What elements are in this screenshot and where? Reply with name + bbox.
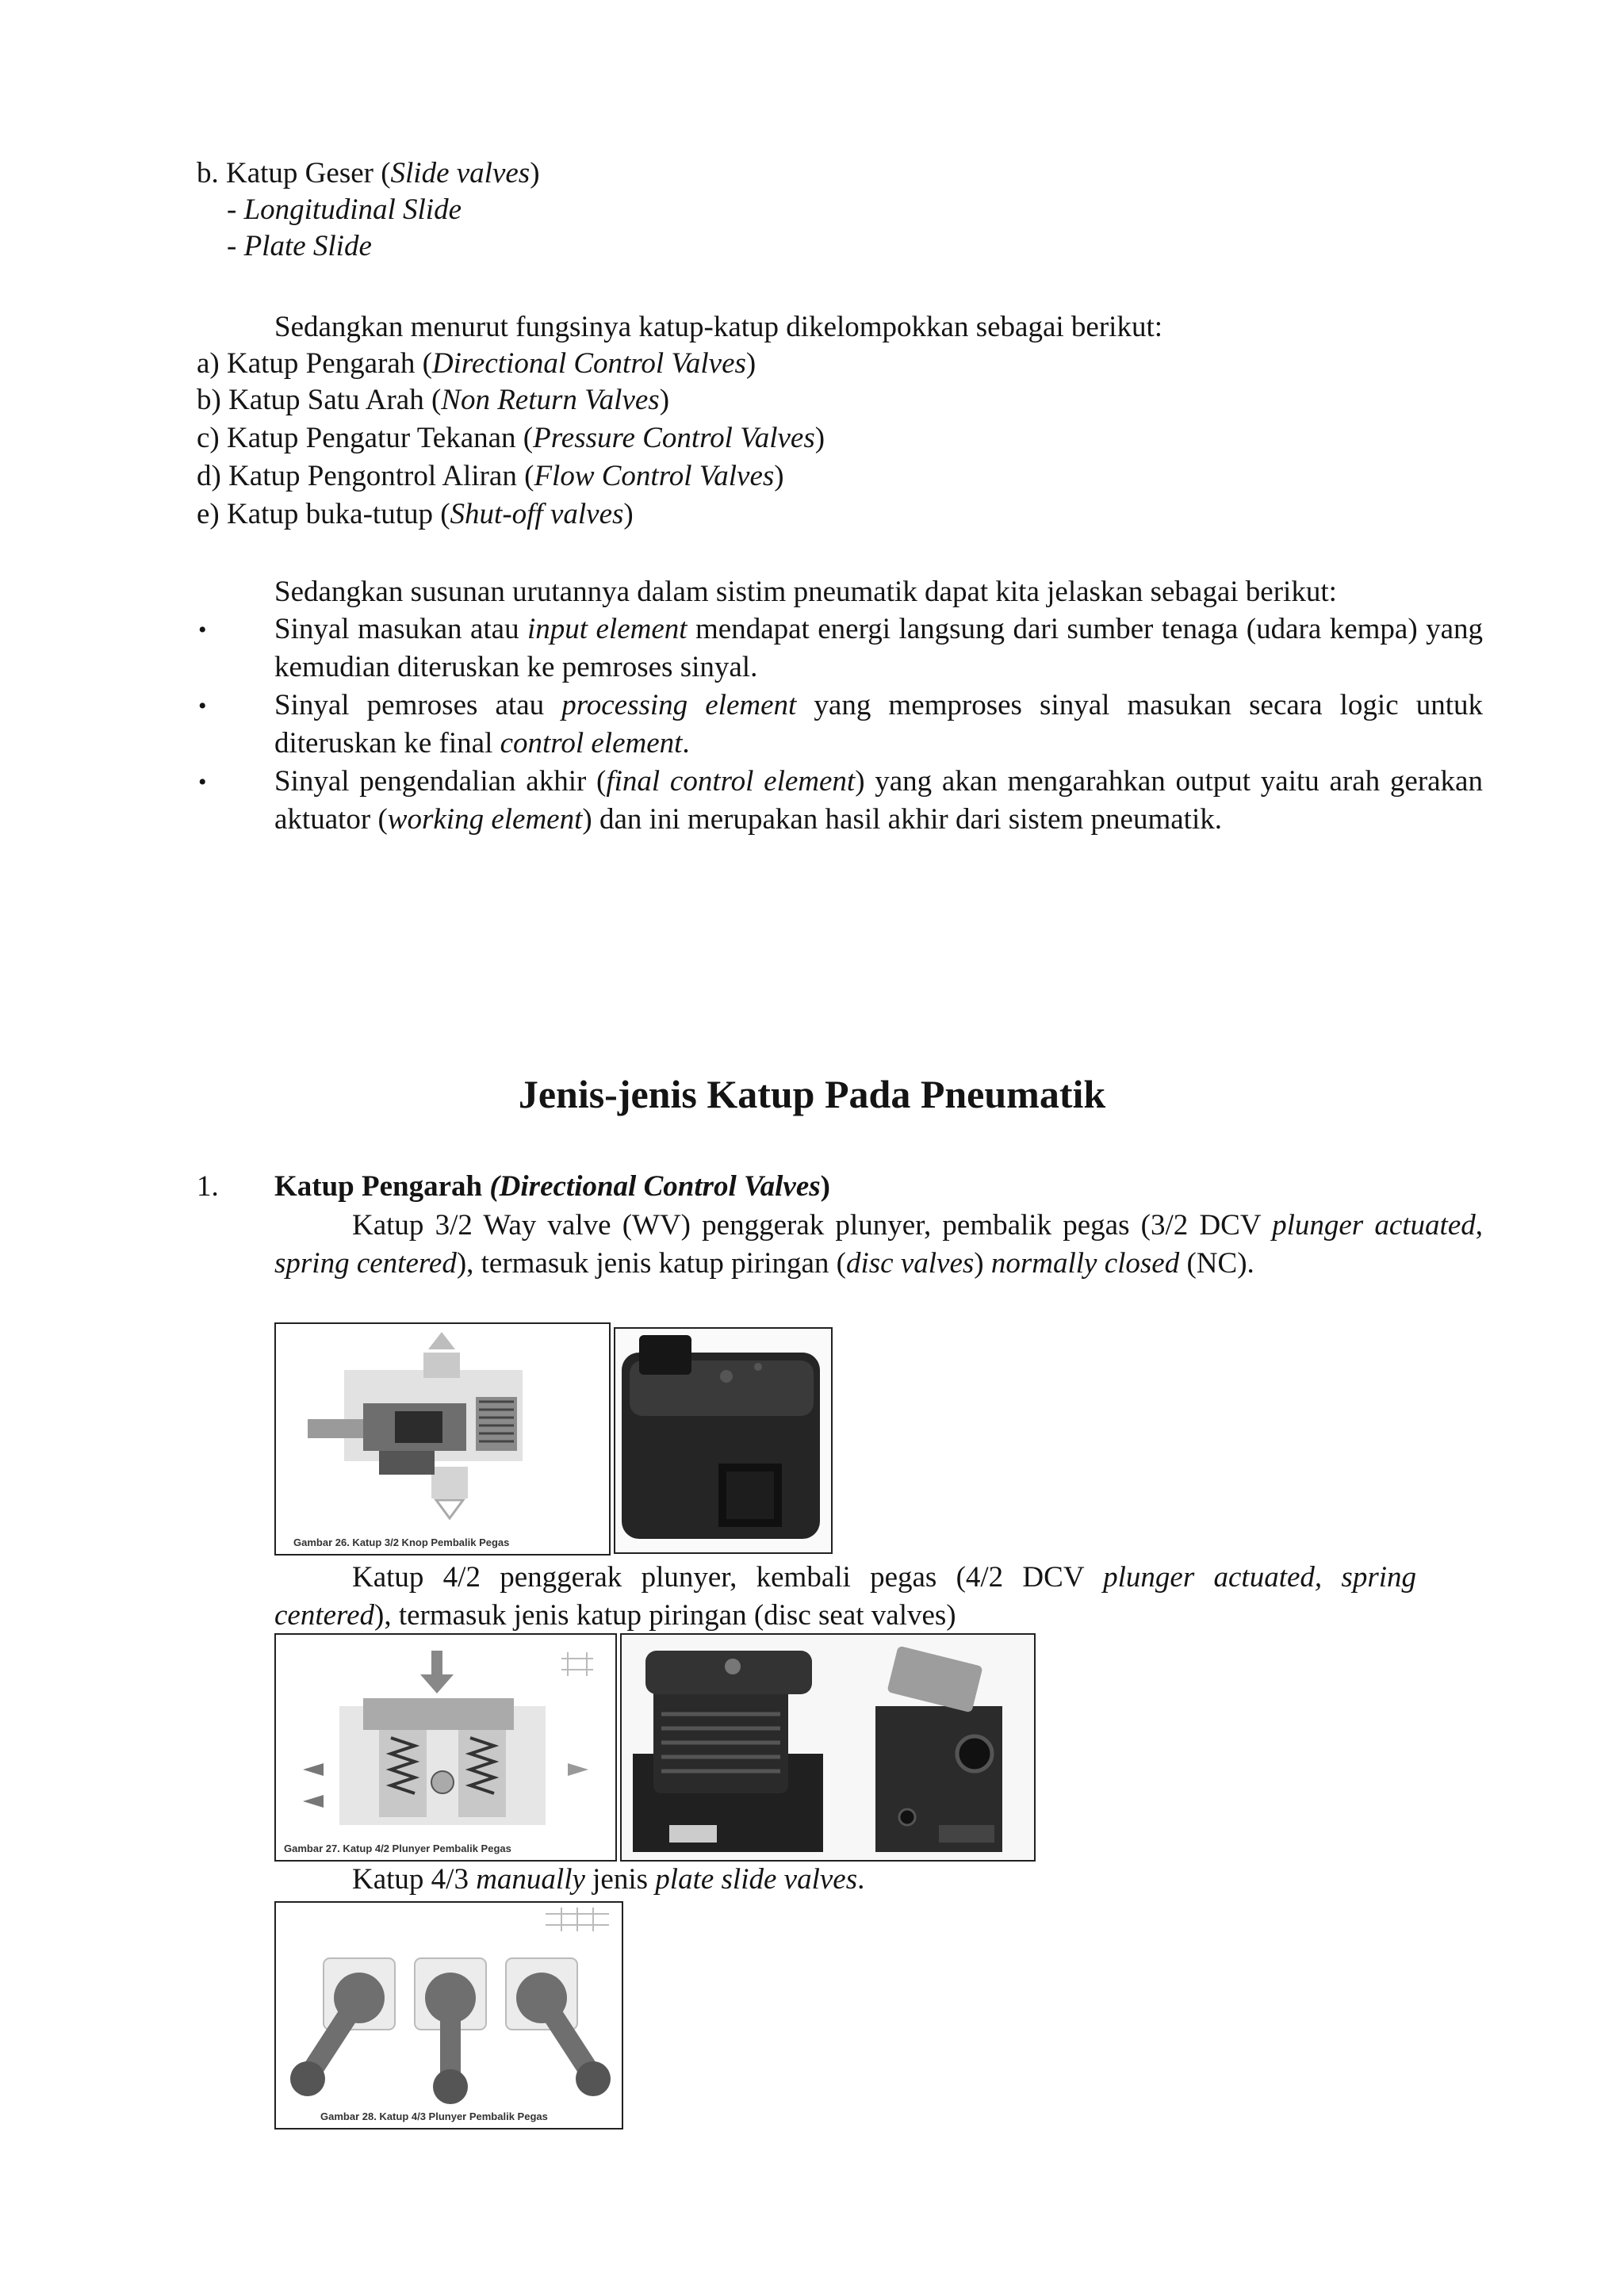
bullet-text-processing: Sinyal pemroses atau processing element yang memproses sinyal masukan secara logic untuk diteruskan ke final control element. bbox=[274, 689, 1483, 760]
bullet-icon: • bbox=[198, 617, 207, 643]
function-item-c: c) Katup Pengatur Tekanan (Pressure Control Valves) bbox=[197, 422, 825, 454]
bullet-icon: • bbox=[198, 693, 207, 719]
bullet-text-final: Sinyal pengendalian akhir (final control element) yang akan mengarahkan output yaitu arah gerakan aktuator (working element) dan ini merupakan hasil akhir dari sistem pneumatik. bbox=[274, 765, 1483, 836]
para-43-valve: Katup 4/3 manually jenis plate slide valves. bbox=[352, 1863, 865, 1896]
valve-32-photo-icon bbox=[615, 1329, 831, 1552]
valve-42-photo-icon bbox=[622, 1635, 1034, 1860]
function-intro: Sedangkan menurut fungsinya katup-katup dikelompokkan sebagai berikut: bbox=[274, 311, 1163, 343]
figure-26-photo bbox=[614, 1327, 833, 1554]
bullet-icon: • bbox=[198, 769, 207, 795]
valve-32-cross-section-icon bbox=[276, 1324, 609, 1554]
figure-27-caption: Gambar 27. Katup 4/2 Plunyer Pembalik Pegas bbox=[284, 1843, 511, 1854]
slide-item-longitudinal: - Longitudinal Slide bbox=[227, 193, 462, 226]
slide-item-plate: - Plate Slide bbox=[227, 230, 372, 262]
sequence-intro: Sedangkan susunan urutannya dalam sistim pneumatik dapat kita jelaskan sebagai berikut: bbox=[274, 576, 1337, 608]
para-32-valve: Katup 3/2 Way valve (WV) penggerak plunyer, pembalik pegas (3/2 DCV plunger actuated, spring centered), termasuk jenis katup piringan (disc valves) normally closed (NC). bbox=[274, 1209, 1483, 1280]
bullet-text-input: Sinyal masukan atau input element mendapat energi langsung dari sumber tenaga (udara kempa) yang kemudian diteruskan ke pemroses sinyal. bbox=[274, 613, 1483, 683]
function-item-a: a) Katup Pengarah (Directional Control Valves) bbox=[197, 347, 756, 380]
item-number: 1. bbox=[197, 1170, 219, 1203]
slide-valves-heading: b. Katup Geser (Slide valves) bbox=[197, 157, 540, 189]
figure-28-diagram bbox=[274, 1901, 623, 2130]
valve-43-manual-icon bbox=[276, 1903, 622, 2128]
section-title: Jenis-jenis Katup Pada Pneumatik bbox=[518, 1072, 1106, 1116]
function-item-d: d) Katup Pengontrol Aliran (Flow Control Valves) bbox=[197, 460, 784, 492]
item-heading: Katup Pengarah (Directional Control Valves) bbox=[274, 1170, 830, 1203]
figure-28-caption: Gambar 28. Katup 4/3 Plunyer Pembalik Pegas bbox=[320, 2110, 548, 2122]
function-item-e: e) Katup buka-tutup (Shut-off valves) bbox=[197, 498, 634, 530]
para-42-valve: Katup 4/2 penggerak plunyer, kembali pegas (4/2 DCV plunger actuated, spring centered), termasuk jenis katup piringan (disc seat valves) bbox=[274, 1561, 1416, 1632]
figure-26-caption: Gambar 26. Katup 3/2 Knop Pembalik Pegas bbox=[293, 1536, 510, 1548]
figure-26-diagram bbox=[274, 1322, 611, 1556]
function-item-b: b) Katup Satu Arah (Non Return Valves) bbox=[197, 384, 670, 416]
valve-42-cross-section-icon bbox=[276, 1635, 615, 1860]
figure-27-photo bbox=[620, 1633, 1036, 1862]
figure-27-diagram bbox=[274, 1633, 617, 1862]
